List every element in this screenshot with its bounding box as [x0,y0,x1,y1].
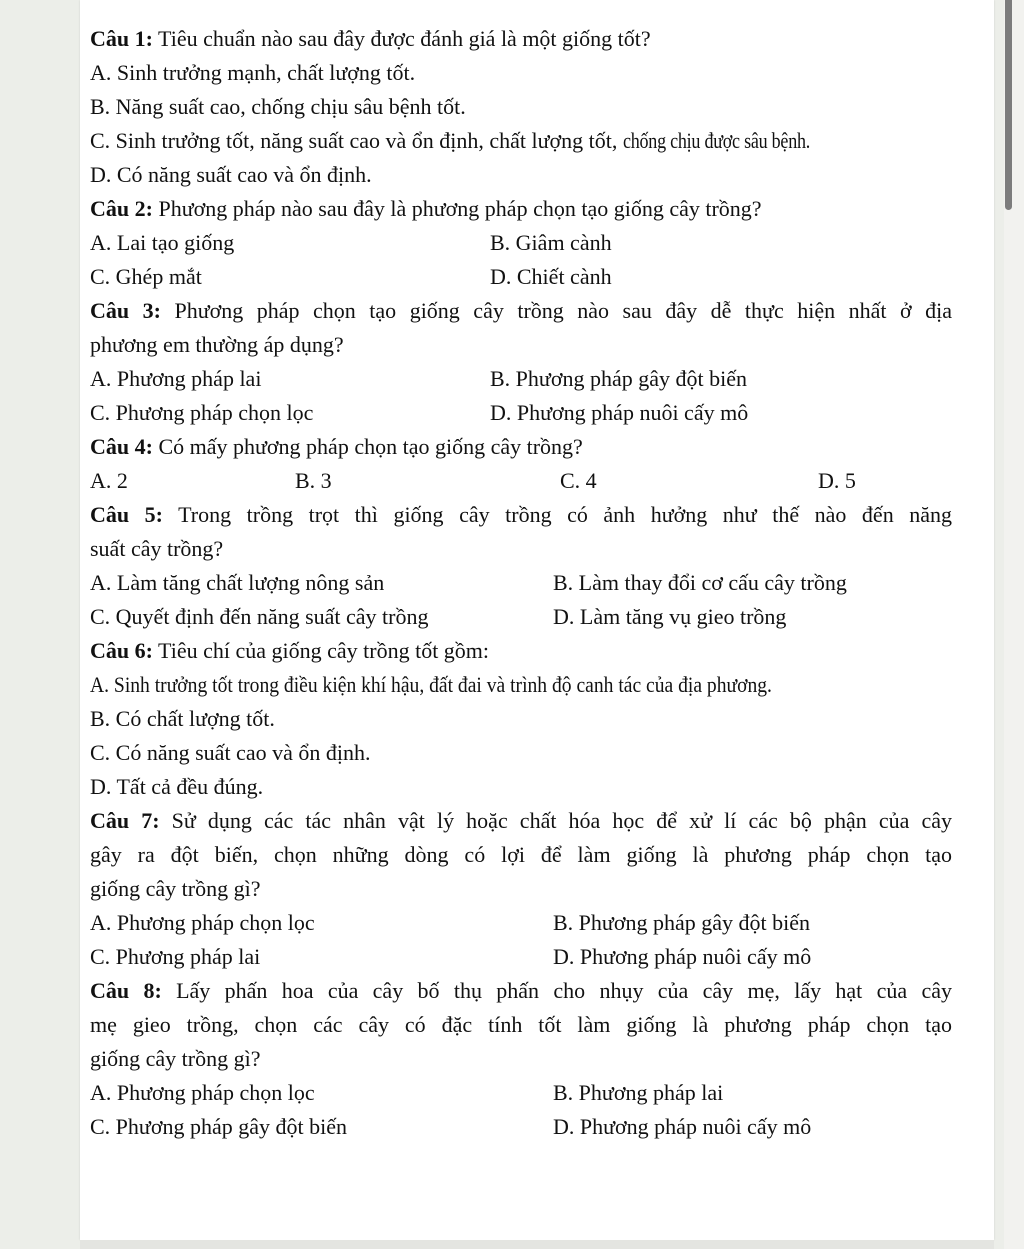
option-d: D. 5 [818,468,856,493]
question-text: Tiêu chí của giống cây trồng tốt gồm: [152,638,490,663]
options-row [90,362,952,396]
question-text: Phương pháp chọn tạo giống cây trồng nào sau đây dễ thực hiện nhất ở địa [160,298,953,323]
option-b: B. Phương pháp gây đột biến [553,910,810,935]
scrollbar-thumb[interactable] [1005,0,1012,210]
question-5 [90,498,952,532]
option-a: A. Làm tăng chất lượng nông sản [90,570,385,595]
question-text-continued: giống cây trồng gì? [90,1046,261,1071]
question-2 [90,192,952,226]
options-row [90,600,952,634]
question-8 [90,974,952,1008]
options-row [90,260,952,294]
question-6 [90,634,952,668]
question-text-continued: suất cây trồng? [90,536,224,561]
option-c [90,124,952,158]
option-c: C. Quyết định đến năng suất cây trồng [90,604,429,629]
option-a: A. 2 [90,468,128,493]
option-c: C. Phương pháp gây đột biến [90,1114,347,1139]
option-c: C. Phương pháp lai [90,944,261,969]
option-d: D. Làm tăng vụ gieo trồng [553,604,787,629]
question-text: Trong trồng trọt thì giống cây trồng có ảnh hưởng như thế nào đến năng [162,502,952,527]
question-7 [90,804,952,838]
question-text-continued: phương em thường áp dụng? [90,332,344,357]
question-label: Câu 2: [90,196,153,221]
quiz-content [90,22,952,1144]
option-b: B. Phương pháp lai [553,1080,724,1105]
option-b: B. Làm thay đổi cơ cấu cây trồng [553,570,847,595]
question-label: Câu 5: [90,502,163,527]
question-text: Sử dụng các tác nhân vật lý hoặc chất hóa học để xử lí các bộ phận của cây [159,808,952,833]
options-row [90,906,952,940]
option-d: D. Tất cả đều đúng. [90,774,264,799]
option-c: C. Ghép mắt [90,264,202,289]
options-row [90,1110,952,1144]
question-label: Câu 8: [90,978,162,1003]
question-text: Tiêu chuẩn nào sau đây được đánh giá là một giống tốt? [152,26,651,51]
options-row [90,940,952,974]
question-label: Câu 1: [90,26,153,51]
options-row [90,396,952,430]
question-text-continued: giống cây trồng gì? [90,876,261,901]
option-a [90,668,952,702]
question-4 [90,430,952,464]
option-d: D. Phương pháp nuôi cấy mô [490,400,749,425]
option-c: C. Có năng suất cao và ổn định. [90,740,371,765]
option-c-text: C. Sinh trưởng tốt, năng suất cao và ổn định, chất lượng tốt, [90,128,623,153]
question-text: Có mấy phương pháp chọn tạo giống cây trồng? [152,434,583,459]
question-text-continued: mẹ gieo trồng, chọn các cây có đặc tính tốt làm giống là phương pháp chọn tạo [90,1012,952,1037]
option-a: A. Phương pháp chọn lọc [90,1080,315,1105]
option-d: D. Chiết cành [490,264,612,289]
options-row [90,1076,952,1110]
option-c: C. 4 [560,468,597,493]
option-d: D. Phương pháp nuôi cấy mô [553,944,812,969]
option-a-text: A. Sinh trưởng tốt trong điều kiện khí hậu, đất đai và trình độ canh tác của địa phương. [90,672,772,697]
option-b: B. Giâm cành [490,230,612,255]
option-a: A. Phương pháp lai [90,366,262,391]
option-c-condensed-text: chống chịu được sâu bệnh. [622,128,810,153]
option-a: A. Phương pháp chọn lọc [90,910,315,935]
option-d: D. Phương pháp nuôi cấy mô [553,1114,812,1139]
question-1 [90,22,952,56]
question-label: Câu 3: [90,298,161,323]
option-a: A. Lai tạo giống [90,230,235,255]
option-c: C. Phương pháp chọn lọc [90,400,314,425]
option-b: B. Năng suất cao, chống chịu sâu bệnh tốt. [90,94,466,119]
options-row [90,226,952,260]
question-label: Câu 6: [90,638,153,663]
question-3 [90,294,952,328]
option-d: D. Có năng suất cao và ổn định. [90,162,372,187]
options-row [90,464,952,498]
option-b: B. 3 [295,468,332,493]
option-b: B. Có chất lượng tốt. [90,706,275,731]
question-label: Câu 4: [90,434,153,459]
question-text: Lấy phấn hoa của cây bố thụ phấn cho nhụy của cây mẹ, lấy hạt của cây [161,978,952,1003]
option-a: A. Sinh trưởng mạnh, chất lượng tốt. [90,60,416,85]
question-label: Câu 7: [90,808,160,833]
question-text: Phương pháp nào sau đây là phương pháp chọn tạo giống cây trồng? [152,196,762,221]
question-text-continued: gây ra đột biến, chọn những dòng có lợi để làm giống là phương pháp chọn tạo [90,842,952,867]
page-bottom-edge [80,1240,994,1249]
options-row [90,566,952,600]
option-b: B. Phương pháp gây đột biến [490,366,747,391]
